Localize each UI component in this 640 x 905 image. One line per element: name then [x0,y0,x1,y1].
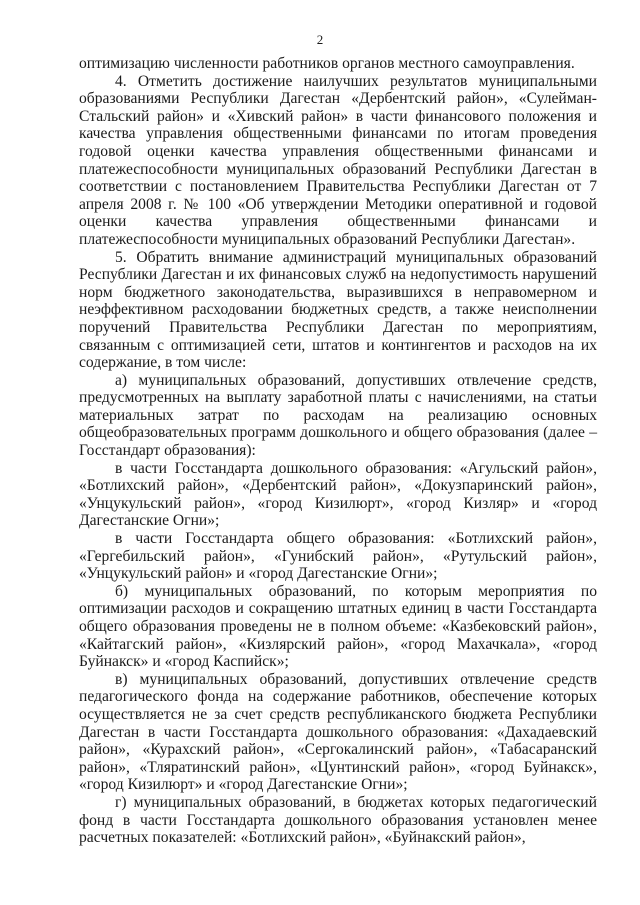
paragraph-item-5: 5. Обратить внимание администраций муниципальных образований Республики Дагестан и их финансовых служб на недопустимость нарушений норм бюджетного законодательства, выразившихся в неправомерном и неэффективном расходовании бюджетных средств, а также неисполнении поручений Правительства Республики Дагестан по мероприятиям, связанным с оптимизацией сети, штатов и контингентов и расходов на их содержание, в том числе: [79,248,597,372]
page-number: 2 [316,32,324,47]
document-body [79,55,597,847]
paragraph-continuation: оптимизацию численности работников органов местного самоуправления. [79,55,575,72]
subparagraph-v: в) муниципальных образований, допустивших отвлечение средств педагогического фонда на содержание работников, обеспечение которых осуществляется не за счет средств республиканского бюджета Республики Дагестан в части Госстандарта дошкольного образования: «Дахадаевский район», «Курахский район», «Сергокалинский район», «Табасаранский район», «Тляратинский район», «Цунтинский район», «город Буйнакск», «город Кизилюрт» и «город Дагестанские Огни»; [79,670,597,794]
subparagraph-g: г) муниципальных образований, в бюджетах которых педагогический фонд в части Госстандарта дошкольного образования установлен менее расчетных показателей: «Ботлихский район», «Буйнакский район», [79,793,597,847]
subparagraph-a: а) муниципальных образований, допустивших отвлечение средств, предусмотренных на выплату заработной платы с начислениями, на статьи материальных затрат по расходам на реализацию основных общеобразовательных программ дошкольного и общего образования (далее – Госстандарт образования): [79,371,597,460]
preschool-standard-list: в части Госстандарта дошкольного образования: «Агульский район», «Ботлихский район», «Дербентский район», «Докузпаринский район», «Унцукульский район», «город Кизилюрт», «город Кизляр» и «город Дагестанские Огни»; [79,459,597,530]
paragraph-item-4: 4. Отметить достижение наилучших результатов муниципальными образованиями Республики Дагестан «Дербентский район», «Сулейман-Стальский район» и «Хивский район» в части финансового положения и качества управления общественными финансами по итогам проведения годовой оценки качества управления общественными финансами и платежеспособности муниципальных образований Республики Дагестан в соответствии с постановлением Правительства Республики Дагестан от 7 апреля 2008 г. № 100 «Об утверждении Методики оперативной и годовой оценки качества управления общественными финансами и платежеспособности муниципальных образований Республики Дагестан». [79,72,597,248]
subparagraph-b: б) муниципальных образований, по которым мероприятия по оптимизации расходов и сокращению штатных единиц в части Госстандарта общего образования проведены не в полном объеме: «Казбековский район», «Кайтагский район», «Кизлярский район», «город Махачкала», «город Буйнакск» и «город Каспийск»; [79,582,597,671]
general-standard-list: в части Госстандарта общего образования: «Ботлихский район», «Гергебильский район», «Гунибский район», «Рутульский район», «Унцукульский район» и «город Дагестанские Огни»; [79,530,597,583]
